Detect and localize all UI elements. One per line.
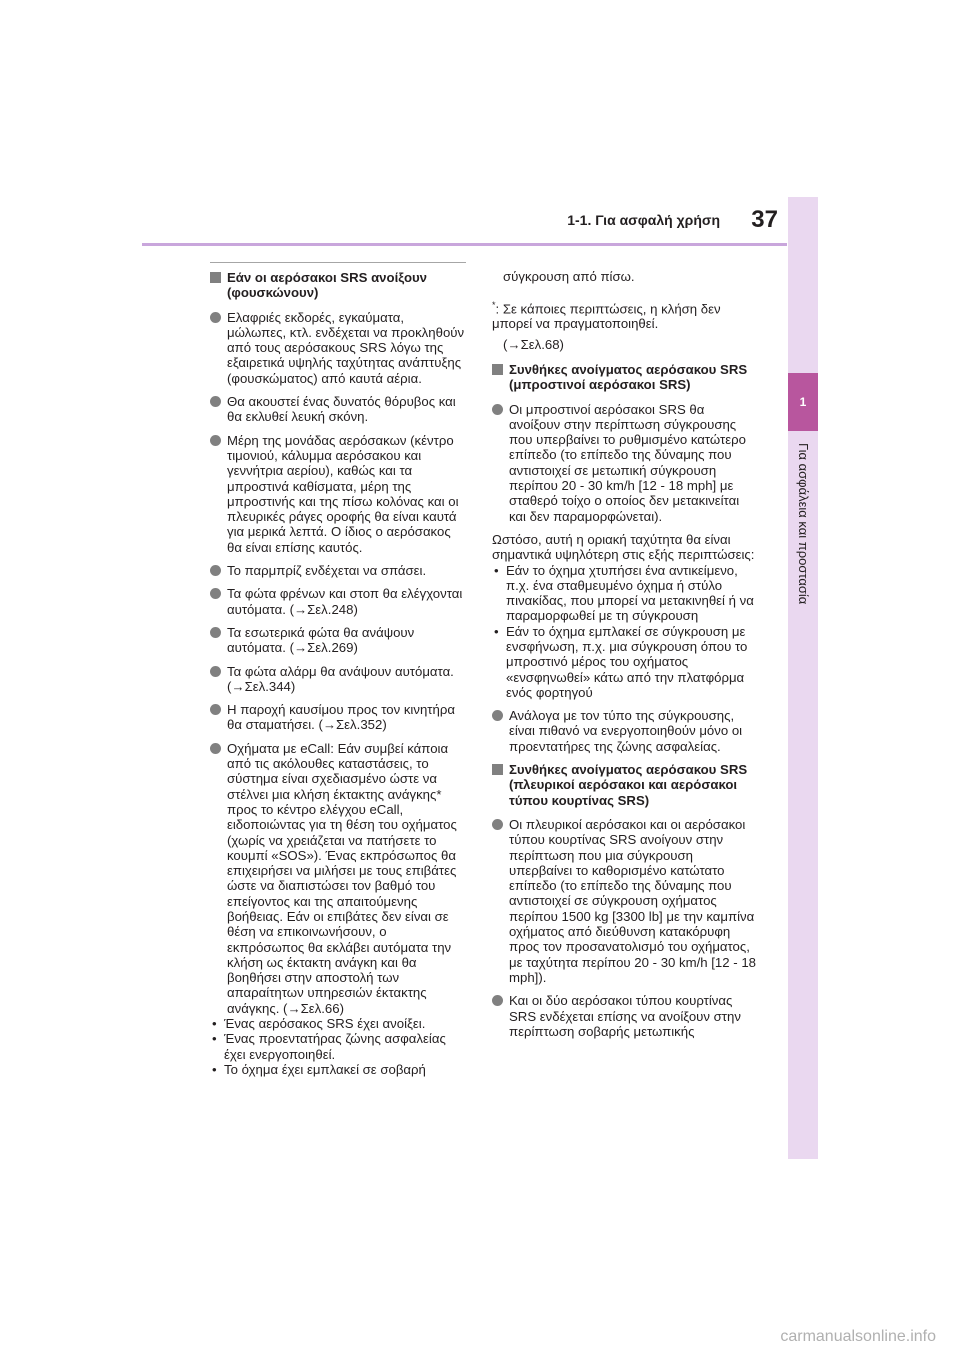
list-item: Η παροχή καυσίμου προς τον κινητήρα θα σταματήσει. (→Σελ.352)	[210, 702, 466, 733]
section-title: 1-1. Για ασφαλή χρήση	[567, 212, 720, 228]
list-item: Το παρμπρίζ ενδέχεται να σπάσει.	[210, 563, 466, 578]
list-item: Θα ακουστεί ένας δυνατός θόρυβος και θα εκλυθεί λευκή σκόνη.	[210, 394, 466, 425]
chapter-number-tab[interactable]: 1	[788, 373, 818, 431]
list-item: Και οι δύο αερόσακοι τύπου κουρτίνας SRS ενδέχεται επίσης να ανοίξουν στην περίπτωση σοβαρής μετωπικής	[492, 993, 758, 1039]
list-item: Οι πλευρικοί αερόσακοι και οι αερόσακοι τύπου κουρτίνας SRS ανοίγουν στην περίπτωση που μια σύγκρουση υπερβαίνει το καθορισμένο κατώτατο επίπεδο (το επίπεδο της δύναμης που αντιστοιχεί σε σύγκρουση οχήματος περίπου 1500 kg [3300 lb] με την καμπίνα οχήματος από διεύθυνση κατακόρυφη προς τον προσανατολισμό του οχήματος, με ταχύτητα περίπου 20 - 30 km/h [12 - 18 mph]).	[492, 817, 758, 985]
list-item: Τα φώτα αλάρμ θα ανάψουν αυτόματα. (→Σελ.344)	[210, 664, 466, 695]
list-item: Οχήματα με eCall: Εάν συμβεί κάποια από τις ακόλουθες καταστάσεις, το σύστημα είναι σχεδιασμένο ώστε να στέλνει μια κλήση έκτακτης ανάγκης* προς το κέντρο ελέγχου eCall, ειδοποιώντας για τη θέση του οχήματος (χωρίς να χρειάζεται να πατήσετε το κουμπί «SOS»). Ένας εκπρόσωπος θα επιχειρήσει να μιλήσει με τους επιβάτες ώστε να διαπιστώσει τον βαθμό του επείγοντος και της απαιτούμενης βοήθειας. Εάν οι επιβάτες δεν είναι σε θέση να επικοινωνήσουν, ο εκπρόσωπος θα εκλάβει αυτόματα την κλήση ως έκτακτη ανάγκη και θα βοηθήσει στην αποστολή των απαραίτητων υπηρεσιών έκτακτης ανάγκης. (→Σελ.66)	[210, 741, 466, 1016]
footnote: *: Σε κάποιες περιπτώσεις, η κλήση δεν μπορεί να πραγματοποιηθεί.	[492, 299, 721, 332]
chapter-title: Για ασφάλεια και προστασία	[796, 443, 811, 605]
list-item: Ανάλογα με τον τύπο της σύγκρουσης, είναι πιθανό να ενεργοποιηθούν μόνο οι προεντατήρες της ζώνης ασφαλείας.	[492, 708, 758, 754]
list-item: • Ένας προεντατήρας ζώνης ασφαλείας έχει ενεργοποιηθεί.	[210, 1031, 466, 1062]
section-heading: Εάν οι αερόσακοι SRS ανοίξουν (φουσκώνουν)	[210, 270, 466, 301]
list-item: • Το όχημα έχει εμπλακεί σε σοβαρή	[210, 1062, 466, 1077]
right-column	[492, 256, 758, 1047]
chapter-side-tab[interactable]	[788, 197, 818, 1159]
header-divider	[142, 243, 787, 246]
footnote-text: Σε κάποιες περιπτώσεις, η κλήση δεν μπορεί να πραγματοποιηθεί.	[492, 301, 721, 332]
continued-text: σύγκρουση από πίσω.	[503, 269, 635, 285]
section-divider	[210, 262, 466, 263]
footnote-reference[interactable]: (→Σελ.68)	[503, 336, 564, 352]
list-item: Ελαφριές εκδορές, εγκαύματα, μώλωπες, κτλ. ενδέχεται να προκληθούν από τους αερόσακους SRS λόγω της εξαιρετικά υψηλής ταχύτητας ανάπτυξης (φουσκώματος) από καυτά αέρια.	[210, 310, 466, 386]
list-item: Τα φώτα φρένων και στοπ θα ελέγχονται αυτόματα. (→Σελ.248)	[210, 586, 466, 617]
paragraph: Ωστόσο, αυτή η οριακή ταχύτητα θα είναι σημαντικά υψηλότερη στις εξής περιπτώσεις:	[492, 531, 755, 563]
footnote-marker: *	[492, 299, 496, 310]
list-item: Τα εσωτερικά φώτα θα ανάψουν αυτόματα. (→Σελ.269)	[210, 625, 466, 656]
list-item: • Ένας αερόσακος SRS έχει ανοίξει.	[210, 1016, 466, 1031]
list-item: • Εάν το όχημα εμπλακεί σε σύγκρουση με ενσφήνωση, π.χ. μια σύγκρουση όπου το μπροστινό μέρος του οχήματος «ενσφηνωθεί» κάτω από την πλατφόρμα ενός φορτηγού	[492, 624, 758, 700]
page-number: 37	[751, 206, 778, 233]
left-column	[210, 258, 466, 1077]
list-item: Οι μπροστινοί αερόσακοι SRS θα ανοίξουν στην περίπτωση σύγκρουσης που υπερβαίνει το ρυθμισμένο κατώτερο επίπεδο (το επίπεδο της δύναμης που αντιστοιχεί σε μετωπική σύγκρουση περίπου 20 - 30 km/h [12 - 18 mph] με σταθερό τοίχο ο οποίος δεν μετακινείται και δεν παραμορφώνεται).	[492, 402, 758, 524]
section-heading: Συνθήκες ανοίγματος αερόσακου SRS (πλευρικοί αερόσακοι και αερόσακοι τύπου κουρτίνας SRS)	[492, 762, 758, 808]
list-item: • Εάν το όχημα χτυπήσει ένα αντικείμενο, π.χ. ένα σταθμευμένο όχημα ή στύλο πινακίδας, που μπορεί να μετακινηθεί ή να παραμορφωθεί με τη σύγκρουση	[492, 563, 758, 624]
section-heading: Συνθήκες ανοίγματος αερόσακου SRS (μπροστινοί αερόσακοι SRS)	[492, 362, 758, 393]
list-item: Μέρη της μονάδας αερόσακων (κέντρο τιμονιού, κάλυμμα αερόσακου και γεννήτρια αερίου), καθώς και τα μπροστινά καθίσματα, μέρη της μπροστινής και της πίσω κολόνας και οι πλευρικές ράγες οροφής θα είναι καυτά για μερικά λεπτά. Ο ίδιος ο αερόσακος θα είναι επίσης καυτός.	[210, 433, 466, 555]
watermark: carmanualsonline.info	[780, 1328, 936, 1345]
